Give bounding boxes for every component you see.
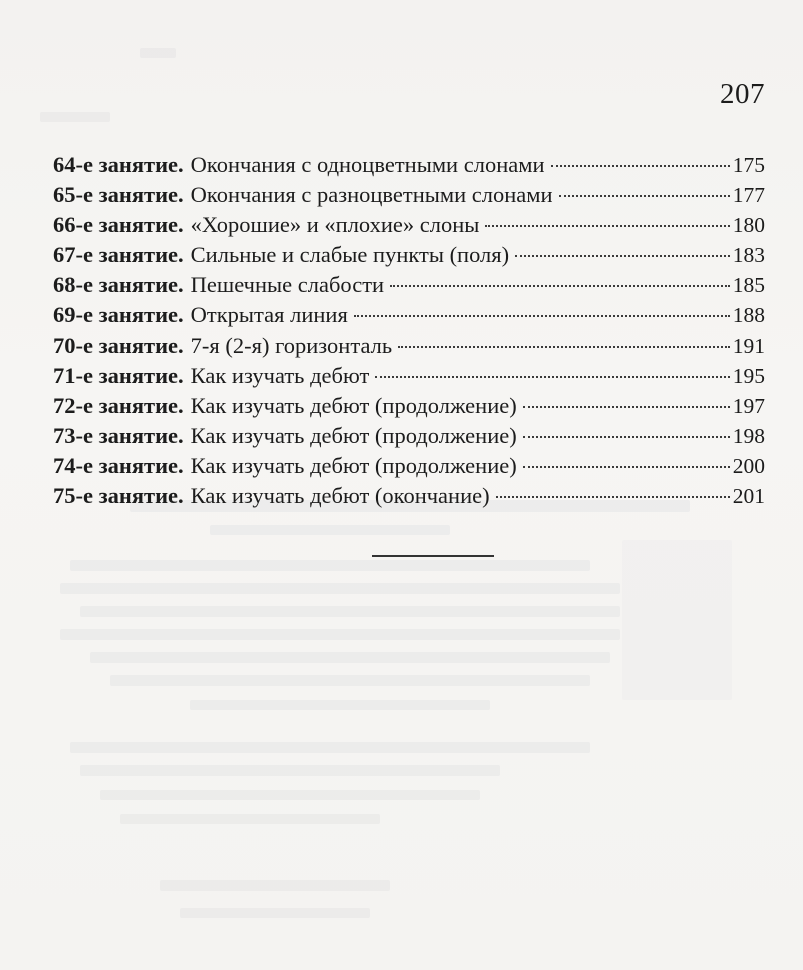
dot-leader — [375, 376, 729, 378]
dot-leader — [523, 436, 730, 438]
dot-leader — [398, 346, 730, 348]
toc-title: Как изучать дебют (продолжение) — [190, 452, 517, 478]
toc-entry — [53, 212, 765, 242]
bleed-through-mark — [60, 629, 620, 640]
toc-entry — [53, 333, 765, 363]
toc-title: Как изучать дебют — [190, 362, 370, 388]
toc-page-ref: 183 — [732, 243, 765, 268]
toc-lesson-label: 71-е занятие. — [53, 362, 184, 388]
bleed-through-mark — [622, 540, 732, 700]
toc-title: Как изучать дебют (продолжение) — [190, 392, 517, 418]
toc-entry — [53, 483, 765, 513]
toc-title: Окончания с одноцветными слонами — [190, 152, 545, 177]
toc-page-ref: 200 — [732, 453, 765, 478]
bleed-through-mark — [180, 908, 370, 918]
toc-lesson-label: 69-е занятие. — [53, 302, 184, 328]
bleed-through-mark — [40, 112, 110, 122]
toc-lesson-label: 66-е занятие. — [53, 212, 184, 238]
toc-page-ref: 185 — [732, 273, 765, 298]
bleed-through-mark — [120, 814, 380, 824]
toc-entry — [53, 242, 765, 272]
dot-leader — [523, 406, 730, 408]
toc-lesson-label: 72-е занятие. — [53, 392, 184, 418]
bleed-through-mark — [90, 652, 610, 663]
toc-lesson-label: 65-е занятие. — [53, 182, 184, 208]
page-number: 207 — [720, 78, 765, 110]
bleed-through-mark — [80, 606, 620, 617]
toc-lesson-label: 74-е занятие. — [53, 452, 184, 478]
toc-entry — [53, 393, 765, 423]
separator-rule — [372, 555, 494, 557]
toc-lesson-label: 67-е занятие. — [53, 242, 184, 268]
bleed-through-mark — [110, 675, 590, 686]
bleed-through-mark — [160, 880, 390, 891]
bleed-through-mark — [70, 560, 590, 571]
toc-page-ref: 175 — [732, 153, 765, 177]
toc-page-ref: 197 — [732, 393, 765, 418]
dot-leader — [354, 315, 730, 317]
toc-title: Открытая линия — [190, 302, 348, 328]
toc-entry — [53, 152, 765, 182]
dot-leader — [559, 195, 730, 197]
toc-title: Пешечные слабости — [190, 272, 385, 298]
toc-page-ref: 201 — [732, 484, 765, 509]
toc-entry — [53, 363, 765, 393]
table-of-contents — [53, 152, 765, 513]
toc-title: «Хорошие» и «плохие» слоны — [190, 212, 480, 238]
toc-page-ref: 177 — [732, 183, 765, 208]
bleed-through-mark — [70, 742, 590, 753]
toc-page-ref: 198 — [732, 423, 765, 448]
toc-page-ref: 191 — [732, 333, 765, 358]
toc-entry — [53, 272, 765, 302]
dot-leader — [390, 285, 730, 287]
toc-page-ref: 180 — [732, 213, 765, 238]
dot-leader — [551, 165, 730, 167]
toc-entry — [53, 423, 765, 453]
dot-leader — [485, 225, 729, 227]
toc-lesson-label: 70-е занятие. — [53, 332, 184, 358]
bleed-through-mark — [100, 790, 480, 800]
toc-page-ref: 195 — [732, 363, 765, 388]
toc-lesson-label: 68-е занятие. — [53, 272, 184, 298]
toc-entry — [53, 302, 765, 332]
toc-title: Окончания с разноцветными слонами — [190, 182, 553, 208]
toc-title: Как изучать дебют (окончание) — [190, 483, 490, 509]
toc-title: Как изучать дебют (продолжение) — [190, 422, 517, 448]
toc-title: Сильные и слабые пункты (поля) — [190, 242, 510, 268]
bleed-through-mark — [190, 700, 490, 710]
toc-page-ref: 188 — [732, 303, 765, 328]
dot-leader — [515, 255, 730, 257]
toc-entry — [53, 182, 765, 212]
toc-entry — [53, 453, 765, 483]
bleed-through-mark — [140, 48, 176, 58]
bleed-through-mark — [210, 525, 450, 535]
dot-leader — [523, 466, 730, 468]
bleed-through-mark — [80, 765, 500, 776]
dot-leader — [496, 496, 730, 498]
toc-lesson-label: 75-е занятие. — [53, 483, 184, 509]
toc-lesson-label: 73-е занятие. — [53, 422, 184, 448]
toc-title: 7-я (2-я) горизонталь — [190, 332, 393, 358]
toc-lesson-label: 64-е занятие. — [53, 152, 184, 177]
bleed-through-mark — [60, 583, 620, 594]
